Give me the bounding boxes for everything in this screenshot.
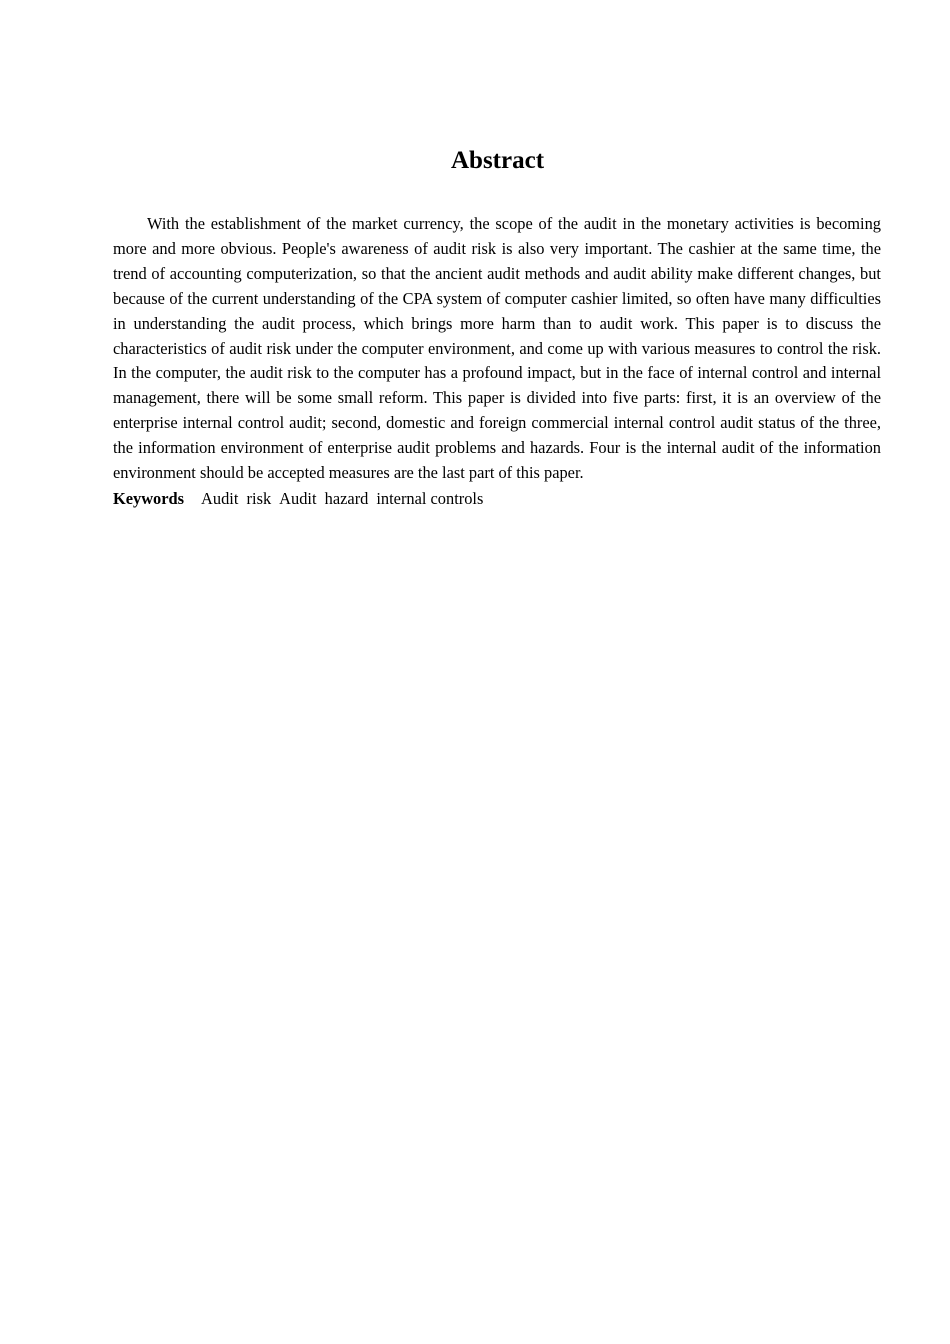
keyword-item: internal controls [376, 488, 484, 508]
keyword-item: Audit risk [201, 488, 272, 508]
keyword-item: Audit hazard [279, 488, 369, 508]
abstract-paragraph: With the establishment of the market currency, the scope of the audit in the monetary activities is becoming more and more obvious. People's awareness of audit risk is also very important. The cashier at the same time, the trend of accounting computerization, so that the ancient audit methods and audit ability make different changes, but because of the current understanding of the CPA system of computer cashier limited, so often have many difficulties in understanding the audit process, which brings more harm than to audit work. This paper is to discuss the characteristics of audit risk under the computer environment, and come up with various measures to control the risk. In the computer, the audit risk to the computer has a profound impact, but in the face of internal control and internal management, there will be some small reform. This paper is divided into five parts: first, it is an overview of the enterprise internal control audit; second, domestic and foreign commercial internal control audit status of the three, the information environment of enterprise audit problems and hazards. Four is the internal audit of the information environment should be accepted measures are the last part of this paper. [113, 214, 881, 483]
keywords-label: Keywords [113, 488, 185, 508]
abstract-title: Abstract [450, 147, 545, 174]
keywords-line [113, 487, 881, 512]
